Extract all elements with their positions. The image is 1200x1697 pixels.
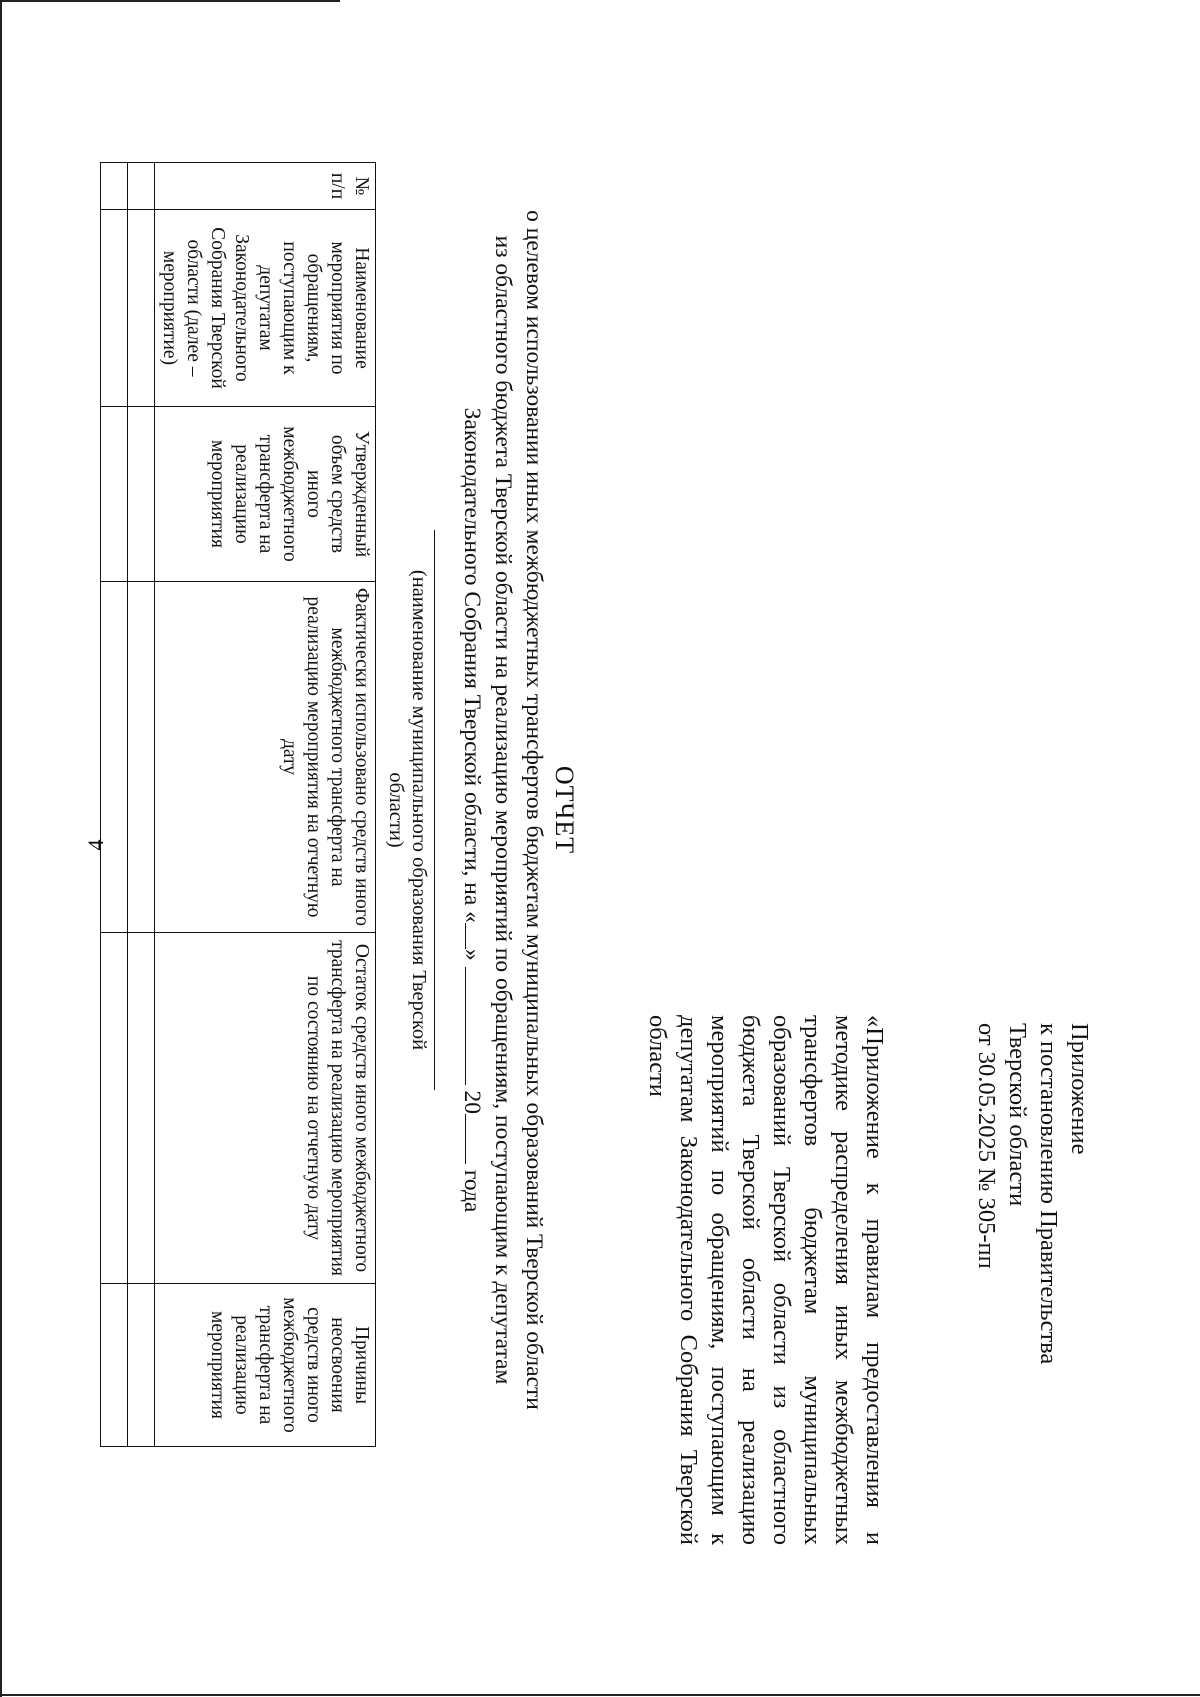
- table-cell: [101, 407, 128, 582]
- header-actually-used: Фактически использовано средств иного межбюджетного трансферта на реализацию мероприятия на отчетную дату: [155, 582, 376, 933]
- report-subtitle-line: о целевом использовании иных межбюджетных трансфертов бюджетам муниципальных образований Тверской области: [521, 210, 547, 1410]
- report-date-prefix: Законодательного Собрания Тверской области, на «: [459, 407, 485, 923]
- report-subtitle-line: из областного бюджета Тверской области на реализацию мероприятий по обращениям, поступающим к депутатам: [490, 235, 516, 1385]
- page-number: 4: [83, 839, 108, 851]
- table-cell: [128, 210, 155, 407]
- year-blank: [465, 1114, 486, 1164]
- year-prefix: 20: [459, 1090, 485, 1114]
- scan-edge-left: [0, 0, 2, 1697]
- table-cell: [101, 210, 128, 407]
- table-row: [101, 163, 128, 1447]
- scan-edge-top: [0, 0, 340, 2]
- table-cell: [101, 582, 128, 933]
- appendix-line: к постановлению Правительства: [1035, 1023, 1062, 1365]
- scan-edge-bottom: [0, 1694, 1200, 1696]
- quote-close: »: [459, 948, 485, 961]
- municipality-caption: (наименование муниципального образования Тверской области): [384, 530, 435, 1090]
- table-cell: [101, 163, 128, 210]
- table-cell: [101, 933, 128, 1284]
- table-cell: [128, 407, 155, 582]
- header-reasons-unused: Причины неосвоения средств иного межбюджетного трансферта на реализацию мероприятия: [155, 1284, 376, 1447]
- year-suffix: года: [459, 1169, 485, 1213]
- day-blank: [465, 923, 486, 949]
- report-table: [100, 162, 376, 1447]
- report-header: [456, 110, 580, 1510]
- document-sheet: [120, 10, 1200, 1650]
- table-cell: [128, 1284, 155, 1447]
- appendix-line: Тверской области: [1004, 1023, 1031, 1207]
- header-number: № п/п: [155, 163, 376, 210]
- table-header-row: [155, 163, 376, 1447]
- table-cell: [128, 933, 155, 1284]
- table-cell: [101, 1284, 128, 1447]
- report-title: ОТЧЕТ: [550, 765, 579, 855]
- appendix-date-line: от 30.05.2025 № 305-пп: [973, 1023, 1000, 1269]
- table-cell: [128, 582, 155, 933]
- header-remaining-balance: Остаток средств иного межбюджетного трансферта на реализацию мероприятия по состоянию на отчетную дату: [155, 933, 376, 1284]
- table-row: [128, 163, 155, 1447]
- rules-appendix-text: «Приложение к правилам предоставления и методике распределения иных межбюджетных трансфертов бюджетам муниципальных образований Тверской области из областного бюджета Тверской области на реализацию мероприятий по обращениям, поступающим к депутатам Законодательного Собрания Тверской области: [644, 1015, 888, 1545]
- header-event-name: Наименование мероприятия по обращениям, поступающим к депутатам Законодательного Собрания Тверской области (далее – мероприятие): [155, 210, 376, 407]
- appendix-line: Приложение: [1066, 1023, 1093, 1155]
- report-date-line: [456, 110, 487, 1510]
- appendix-block: [971, 1023, 1095, 1553]
- month-blank: [465, 967, 486, 1085]
- header-approved-amount: Утвержденный объем средств иного межбюджетного трансферта на реализацию мероприятия: [155, 407, 376, 582]
- table-cell: [128, 163, 155, 210]
